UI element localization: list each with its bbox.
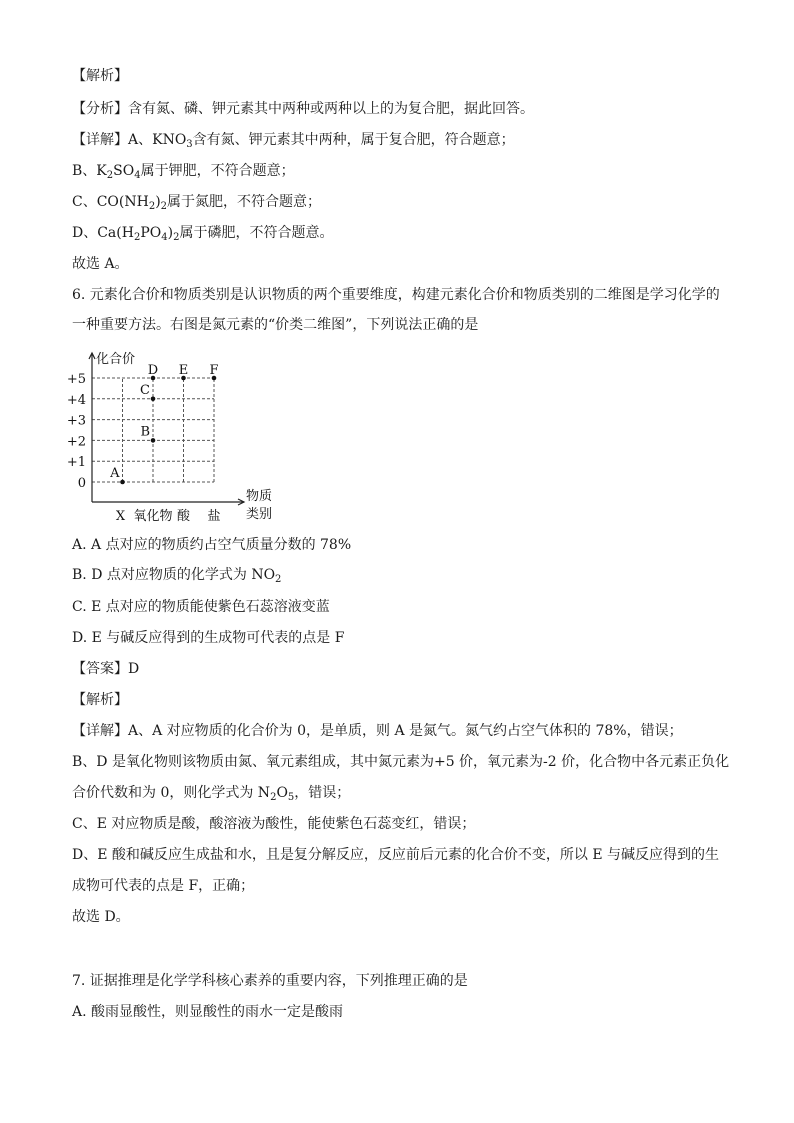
q6-explain-b1: B、D 是氧化物则该物质由氮、氧元素组成，其中氮元素为+5 价，氧元素为-2 价，化合物中各元素正负化 bbox=[72, 754, 730, 770]
q6-explain-b2: 合价代数和为 0，则化学式为 $N_2O_5$，错误； bbox=[72, 785, 351, 803]
conclusion-2: 故选 D。 bbox=[72, 909, 130, 925]
q6-option-d: D. E 与碱反应得到的生成物可代表的点是 F bbox=[72, 630, 345, 646]
q6-answer: 【答案】D bbox=[72, 661, 140, 677]
q6-analysis-heading: 【解析】 bbox=[72, 692, 128, 708]
point-label-b: B bbox=[140, 424, 150, 440]
explain-b-line: B、$K_2SO_4$属于钾肥，不符合题意； bbox=[72, 163, 295, 181]
q6-option-a: A. A 点对应的物质约占空气质量分数的 78% bbox=[72, 537, 352, 553]
point-label-c: C bbox=[140, 382, 150, 398]
q7-option-a: A. 酸雨显酸性，则显酸性的雨水一定是酸雨 bbox=[72, 1004, 344, 1020]
q6-option-c: C. E 点对应的物质能使紫色石蕊溶液变蓝 bbox=[72, 599, 330, 615]
y-axis-label: 化合价 bbox=[96, 352, 136, 367]
explain-c-line: C、$CO(NH_2)_2$属于氮肥，不符合题意； bbox=[72, 194, 322, 212]
q6-stem-line2: 一种重要方法。右图是氮元素的“价类二维图”，下列说法正确的是 bbox=[72, 317, 479, 333]
q6-explain-d1: D、E 酸和碱反应生成盐和水，且是复分解反应，反应前后元素的化合价不变，所以 E 与碱反应得到的生 bbox=[72, 847, 720, 863]
conclusion-1: 故选 A。 bbox=[72, 256, 129, 272]
point-label-d: D bbox=[147, 363, 159, 378]
q6-explain-c: C、E 对应物质是酸，酸溶液为酸性，能使紫色石蕊变红，错误； bbox=[72, 816, 476, 832]
q6-explain-a: 【详解】A、A 对应物质的化合价为 0，是单质，则 A 是氮气。氮气约占空气体积的 78%，错误； bbox=[72, 723, 683, 739]
point-label-a: A bbox=[110, 466, 120, 481]
y-tick-label: +5 bbox=[66, 372, 86, 387]
analysis-heading: 【解析】 bbox=[72, 68, 128, 84]
x-tick-label: X bbox=[115, 509, 126, 524]
y-tick-label: +1 bbox=[66, 455, 86, 471]
x-tick-label: 酸 bbox=[176, 509, 191, 524]
x-tick-label: 盐 bbox=[207, 509, 221, 524]
point-label-e: E bbox=[178, 363, 189, 378]
q6-option-b: B. D 点对应物质的化学式为 $NO_2$ bbox=[72, 567, 282, 585]
fenxi-line: 【分析】含有氮、磷、钾元素其中两种或两种以上的为复合肥，据此回答。 bbox=[72, 101, 534, 117]
x-axis-label-line2: 类别 bbox=[246, 507, 273, 522]
valence-class-chart bbox=[62, 345, 292, 525]
data-point-b bbox=[151, 438, 156, 443]
data-point-c bbox=[151, 397, 156, 402]
x-tick-label: 氧化物 bbox=[133, 509, 173, 524]
xiangjie-a-line: 【详解】A、$KNO_3$含有氮、钾元素其中两种，属于复合肥，符合题意； bbox=[72, 132, 515, 150]
data-point-a bbox=[120, 480, 125, 485]
y-tick-label: 0 bbox=[77, 476, 86, 491]
q6-stem-line1: 6. 元素化合价和物质类别是认识物质的两个重要维度，构建元素化合价和物质类别的二维图是学习化学的 bbox=[72, 287, 720, 303]
x-axis-label-line1: 物质 bbox=[246, 489, 273, 504]
y-tick-label: +3 bbox=[66, 413, 86, 429]
y-tick-label: +2 bbox=[66, 434, 86, 450]
explain-d-line: D、$Ca(H_2PO_4)_2$属于磷肥，不符合题意。 bbox=[72, 225, 334, 243]
q6-explain-d2: 成物可代表的点是 F，正确； bbox=[72, 878, 255, 894]
y-tick-label: +4 bbox=[66, 392, 86, 408]
q7-stem: 7. 证据推理是化学学科核心素养的重要内容，下列推理正确的是 bbox=[72, 973, 468, 989]
point-label-f: F bbox=[209, 363, 219, 378]
